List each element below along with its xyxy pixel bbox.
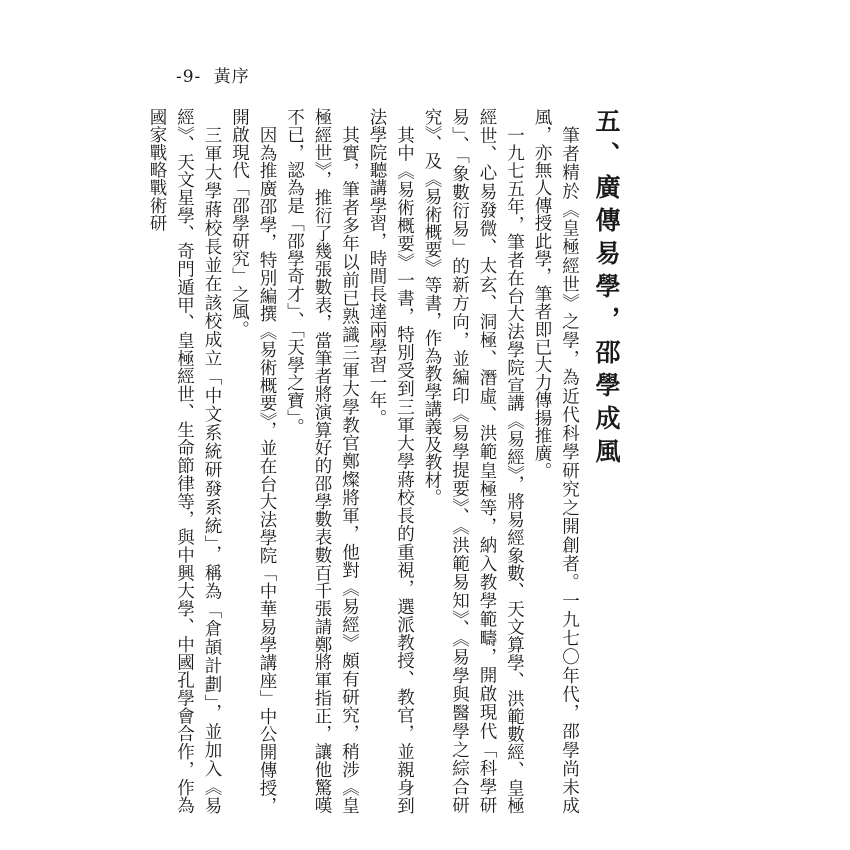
section-heading: 五、廣傳易學，邵學成風 — [592, 108, 621, 471]
paragraph: 因為推廣邵學，特別編撰《易術概要》，並在台大法學院「中華易學講座」中公開傳授，開啟現代「邵學研究」之風。 — [229, 108, 277, 814]
running-header — [176, 62, 250, 87]
paragraph: 其中《易術概要》一書，特別受到三軍大學蔣校長的重視，選派教授、教官，並親身到法學院聽講學習，時間長達兩學習一年。 — [367, 108, 415, 814]
header-title: 黃序 — [213, 67, 250, 87]
paragraph: 筆者精於《皇極經世》之學，為近代科學研究之開創者。一九七〇年代，邵學尚未成風，亦無人傳授此學，筆者即已大力傳揚推廣。 — [532, 108, 580, 814]
paragraph: 三軍大學蔣校長並在該校成立「中文系統研發系統」，稱為「倉頡計劃」，並加入《易經》、天文星學、奇門遁甲、皇極經世、生命節律等，與中興大學、中國孔學會合作，作為國家戰略戰術研 — [147, 108, 222, 814]
page-number: -9- — [176, 67, 202, 87]
paragraph: 其實，筆者多年以前已熟識三軍大學教官鄭燦將軍，他對《易經》頗有研究，稍涉《皇極經世》，推衍了幾張數表，當筆者將演算好的邵學數表數百千張請鄭將軍指正，讓他驚嘆不已，認為是「邵學奇才」、「天學之寶」。 — [284, 108, 360, 814]
vertical-text-block — [147, 108, 621, 814]
paragraph: 一九七五年，筆者在台大法學院宣講《易經》，將易經象數、天文算學、洪範數經、皇極經世、心易發微、太玄、洞極、潛虛、洪範皇極等，納入教學範疇，開啟現代「科學研易」、「象數衍易」的新方向，並編印《易學提要》、《洪範易知》、《易學與醫學之綜合研究》、及《易術概要》等書，作為教學講義及教材。 — [422, 108, 525, 814]
